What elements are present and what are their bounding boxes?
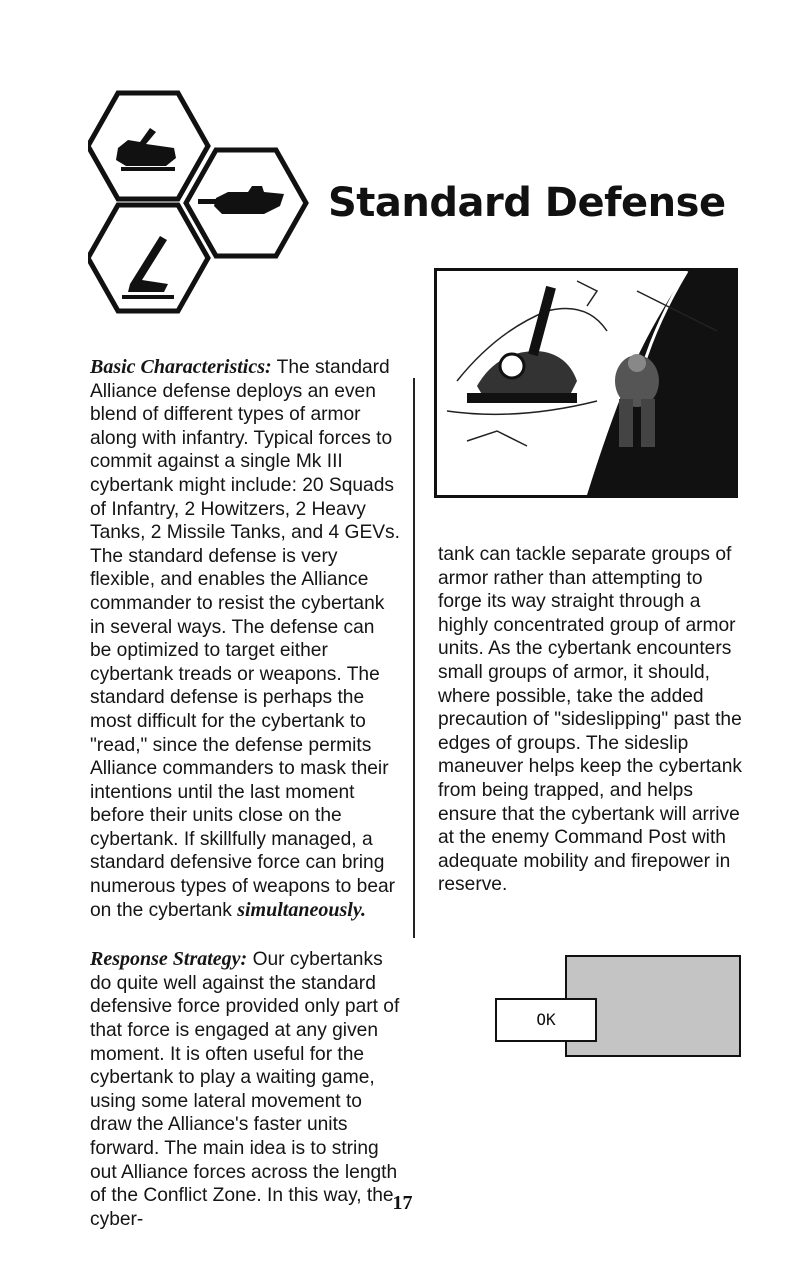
left-column bbox=[90, 356, 400, 1257]
hex-logo bbox=[88, 88, 328, 318]
response-strategy-paragraph bbox=[90, 948, 400, 1231]
ok-button[interactable]: OK bbox=[495, 998, 597, 1042]
right-column-text: tank can tackle separate groups of armor rather than attempting to forge its way straight through a highly concentrated group of armor units. As the cybertank encounters small groups of armor, it should, where possible, take the added precaution of "sideslipping" past the edges of groups. The sideslip maneuver helps keep the cybertank from being trapped, and helps ensure that the cybertank will arrive at the enemy Command Post with adequate mobility and firepower in reserve. bbox=[438, 544, 742, 896]
response-strategy-heading: Response Strategy: bbox=[90, 948, 248, 971]
tank-unit-icon bbox=[116, 128, 176, 171]
column-divider bbox=[413, 378, 415, 938]
basic-characteristics-heading: Basic Characteristics: bbox=[90, 356, 272, 378]
basic-characteristics-text: The standard Alliance defense deploys an even blend of different types of armor along with infantry. Typical forces to commit against a single Mk III cybertank might include: 20 Squads of Infantry, 2 Howitzers, 2 Heavy Tanks, 2 Missile Tanks, and 4 GEVs. The standard defense is very flexible, and enables the Alliance commander to resist the cybertank in several ways. The defense can be optimized to target either cybertank treads or weapons. The standard defense is perhaps the most difficult for the cybertank to "read," since the defense permits Alliance commanders to mask their intentions until the last moment before their units close on the cybertank. If skillfully managed, a standard defensive force can bring numerous types of weapons to bear on the cybertank bbox=[90, 357, 400, 921]
page-title: Standard Defense bbox=[328, 180, 726, 226]
basic-characteristics-paragraph bbox=[90, 356, 400, 922]
response-strategy-text: Our cybertanks do quite well against the standard defensive force provided only part of that force is engaged at any given moment. It is often useful for the cybertank to play a waiting game, using some lateral movement to draw the Alliance's faster units forward. The main idea is to string out Alliance forces across the length of the Conflict Zone. In this way, the cyber- bbox=[90, 949, 400, 1230]
cybertank-illustration bbox=[434, 268, 738, 498]
basic-characteristics-emphasis: simultaneously. bbox=[237, 898, 366, 921]
right-column bbox=[438, 543, 743, 923]
heavy-tank-icon bbox=[198, 186, 284, 214]
page-number: 17 bbox=[392, 1192, 413, 1214]
howitzer-icon bbox=[122, 236, 174, 299]
